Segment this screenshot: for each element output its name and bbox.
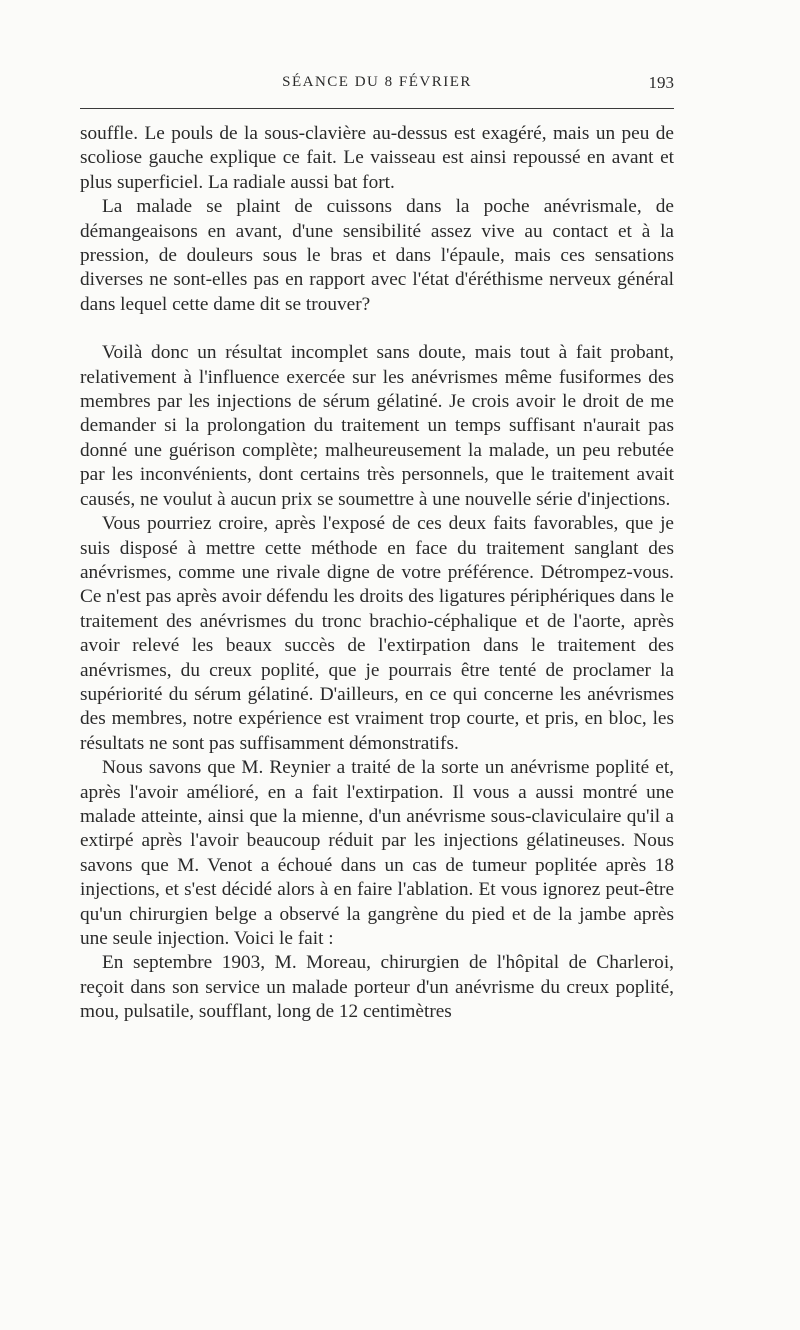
body-text bbox=[80, 122, 674, 1025]
page-number: 193 bbox=[648, 73, 674, 92]
running-header bbox=[80, 72, 674, 102]
paragraph-1: souffle. Le pouls de la sous-clavière au-dessus est exagéré, mais un peu de scoliose gauche explique ce fait. Le vaisseau est ainsi repoussé en avant et plus superficiel. La radiale aussi bat fort. bbox=[80, 123, 674, 193]
header-title: SÉANCE DU 8 FÉVRIER bbox=[282, 74, 472, 90]
paragraph-2: La malade se plaint de cuissons dans la poche anévrismale, de démangeaisons en avant, d'une sensibilité assez vive au contact et à la pression, de douleurs sous le bras et dans l'épaule, mais ces sensations diverses ne sont-elles pas en rapport avec l'état d'éréthisme nerveux général dans lequel cette dame dit se trouver? bbox=[80, 196, 674, 315]
paragraph-3: Voilà donc un résultat incomplet sans doute, mais tout à fait probant, relativement à l'influence exercée sur les anévrismes même fusiformes des membres par les injections de sérum gélatiné. Je crois avoir le droit de me demander si la prolongation du traitement un temps suffisant n'aurait pas donné une guérison complète; malheureusement la malade, un peu rebutée par les inconvénients, dont certains très personnels, que le traitement avait causés, ne voulut à aucun prix se soumettre à une nouvelle série d'injections. bbox=[80, 342, 674, 510]
paragraph-6: En septembre 1903, M. Moreau, chirurgien de l'hôpital de Charleroi, reçoit dans son service un malade porteur d'un anévrisme du creux poplité, mou, pulsatile, soufflant, long de 12 centimètres bbox=[80, 952, 674, 1023]
paragraph-5: Nous savons que M. Reynier a traité de la sorte un anévrisme poplité et, après l'avoir amélioré, en a fait l'extirpation. Il vous a aussi montré une malade atteinte, ainsi que la mienne, d'un anévrisme sous-claviculaire qu'il a extirpé après l'avoir beaucoup réduit par les injections gélatineuses. Nous savons que M. Venot a échoué dans un cas de tumeur poplitée après 18 injections, et s'est décidé alors à en faire l'ablation. Et vous ignorez peut-être qu'un chirurgien belge a observé la gangrène du pied et de la jambe après une seule injection. Voici le fait : bbox=[80, 757, 674, 949]
paragraph-4: Vous pourriez croire, après l'exposé de ces deux faits favorables, que je suis disposé à mettre cette méthode en face du traitement sanglant des anévrismes, comme une rivale digne de votre préférence. Détrompez-vous. Ce n'est pas après avoir défendu les droits des ligatures périphériques dans le traitement des anévrismes du tronc brachio-céphalique et de l'aorte, après avoir relevé les beaux succès de l'extirpation dans le traitement des anévrismes, du creux poplité, que je pourrais être tenté de proclamer la supériorité du sérum gélatiné. D'ailleurs, en ce qui concerne les anévrismes des membres, notre expérience est vraiment trop courte, et pris, en bloc, les résultats ne sont pas suffisamment démonstratifs. bbox=[80, 513, 674, 754]
header-rule bbox=[80, 108, 674, 109]
